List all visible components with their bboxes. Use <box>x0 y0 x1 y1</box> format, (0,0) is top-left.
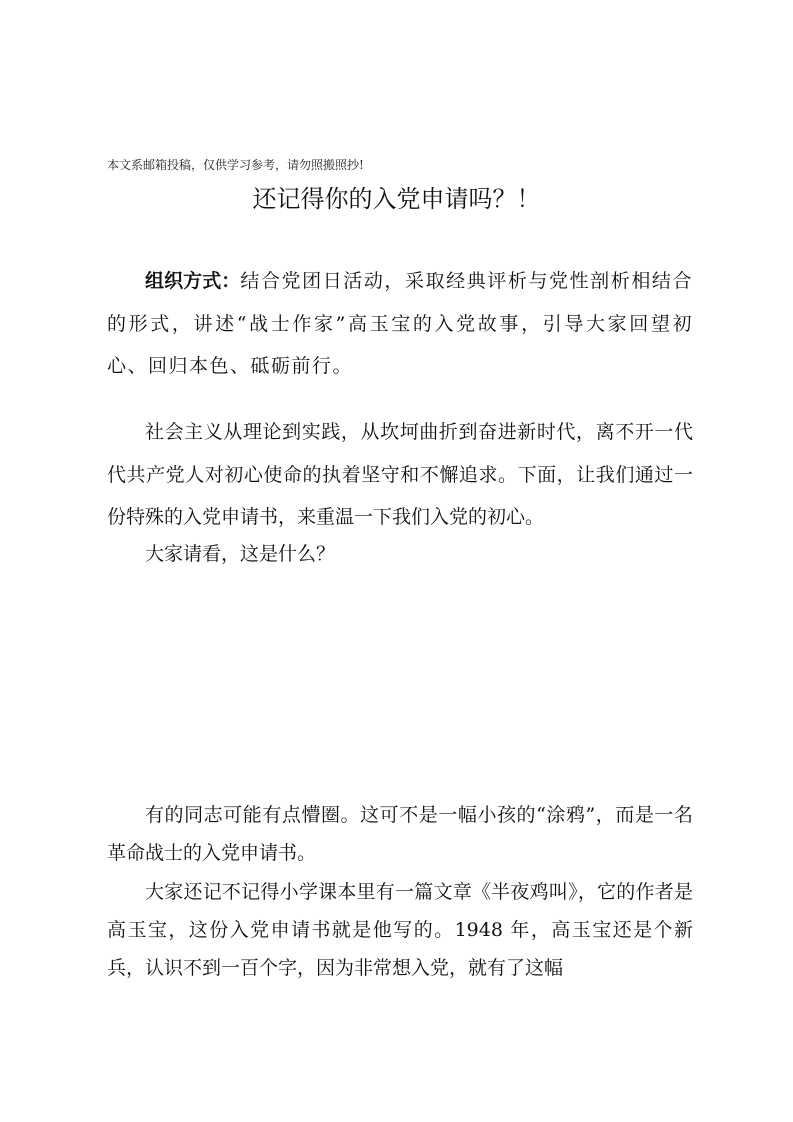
body-paragraph-3: 有的同志可能有点懵圈。这可不是一幅小孩的“涂鸦”，而是一名革命战士的入党申请书。 <box>107 804 693 864</box>
organization-label: 组织方式： <box>145 270 241 292</box>
organization-paragraph <box>107 260 693 388</box>
body-paragraph-1: 社会主义从理论到实践，从坎坷曲折到奋进新时代，离不开一代代共产党人对初心使命的执着坚守和不懈追求。下面，让我们通过一份特殊的入党申请书，来重温一下我们入党的初心。 <box>107 421 693 528</box>
body-paragraph-2: 大家请看，这是什么？ <box>145 543 336 565</box>
body-paragraph-4: 大家还记不记得小学课本里有一篇文章《半夜鸡叫》，它的作者是高玉宝，这份入党申请书就是他写的。1948 年，高玉宝还是个新兵，认识不到一百个字，因为非常想入党，就有了这幅 <box>107 881 693 979</box>
submission-notice: 本文系邮箱投稿，仅供学习参考，请勿照搬照抄! <box>107 158 364 172</box>
organization-text: 结合党团日活动，采取经典评析与党性剖析相结合的形式，讲述“战士作家”高玉宝的入党故事，引导大家回望初心、回归本色、砥砺前行。 <box>107 270 693 377</box>
page-title: 还记得你的入党申请吗？！ <box>252 185 541 213</box>
